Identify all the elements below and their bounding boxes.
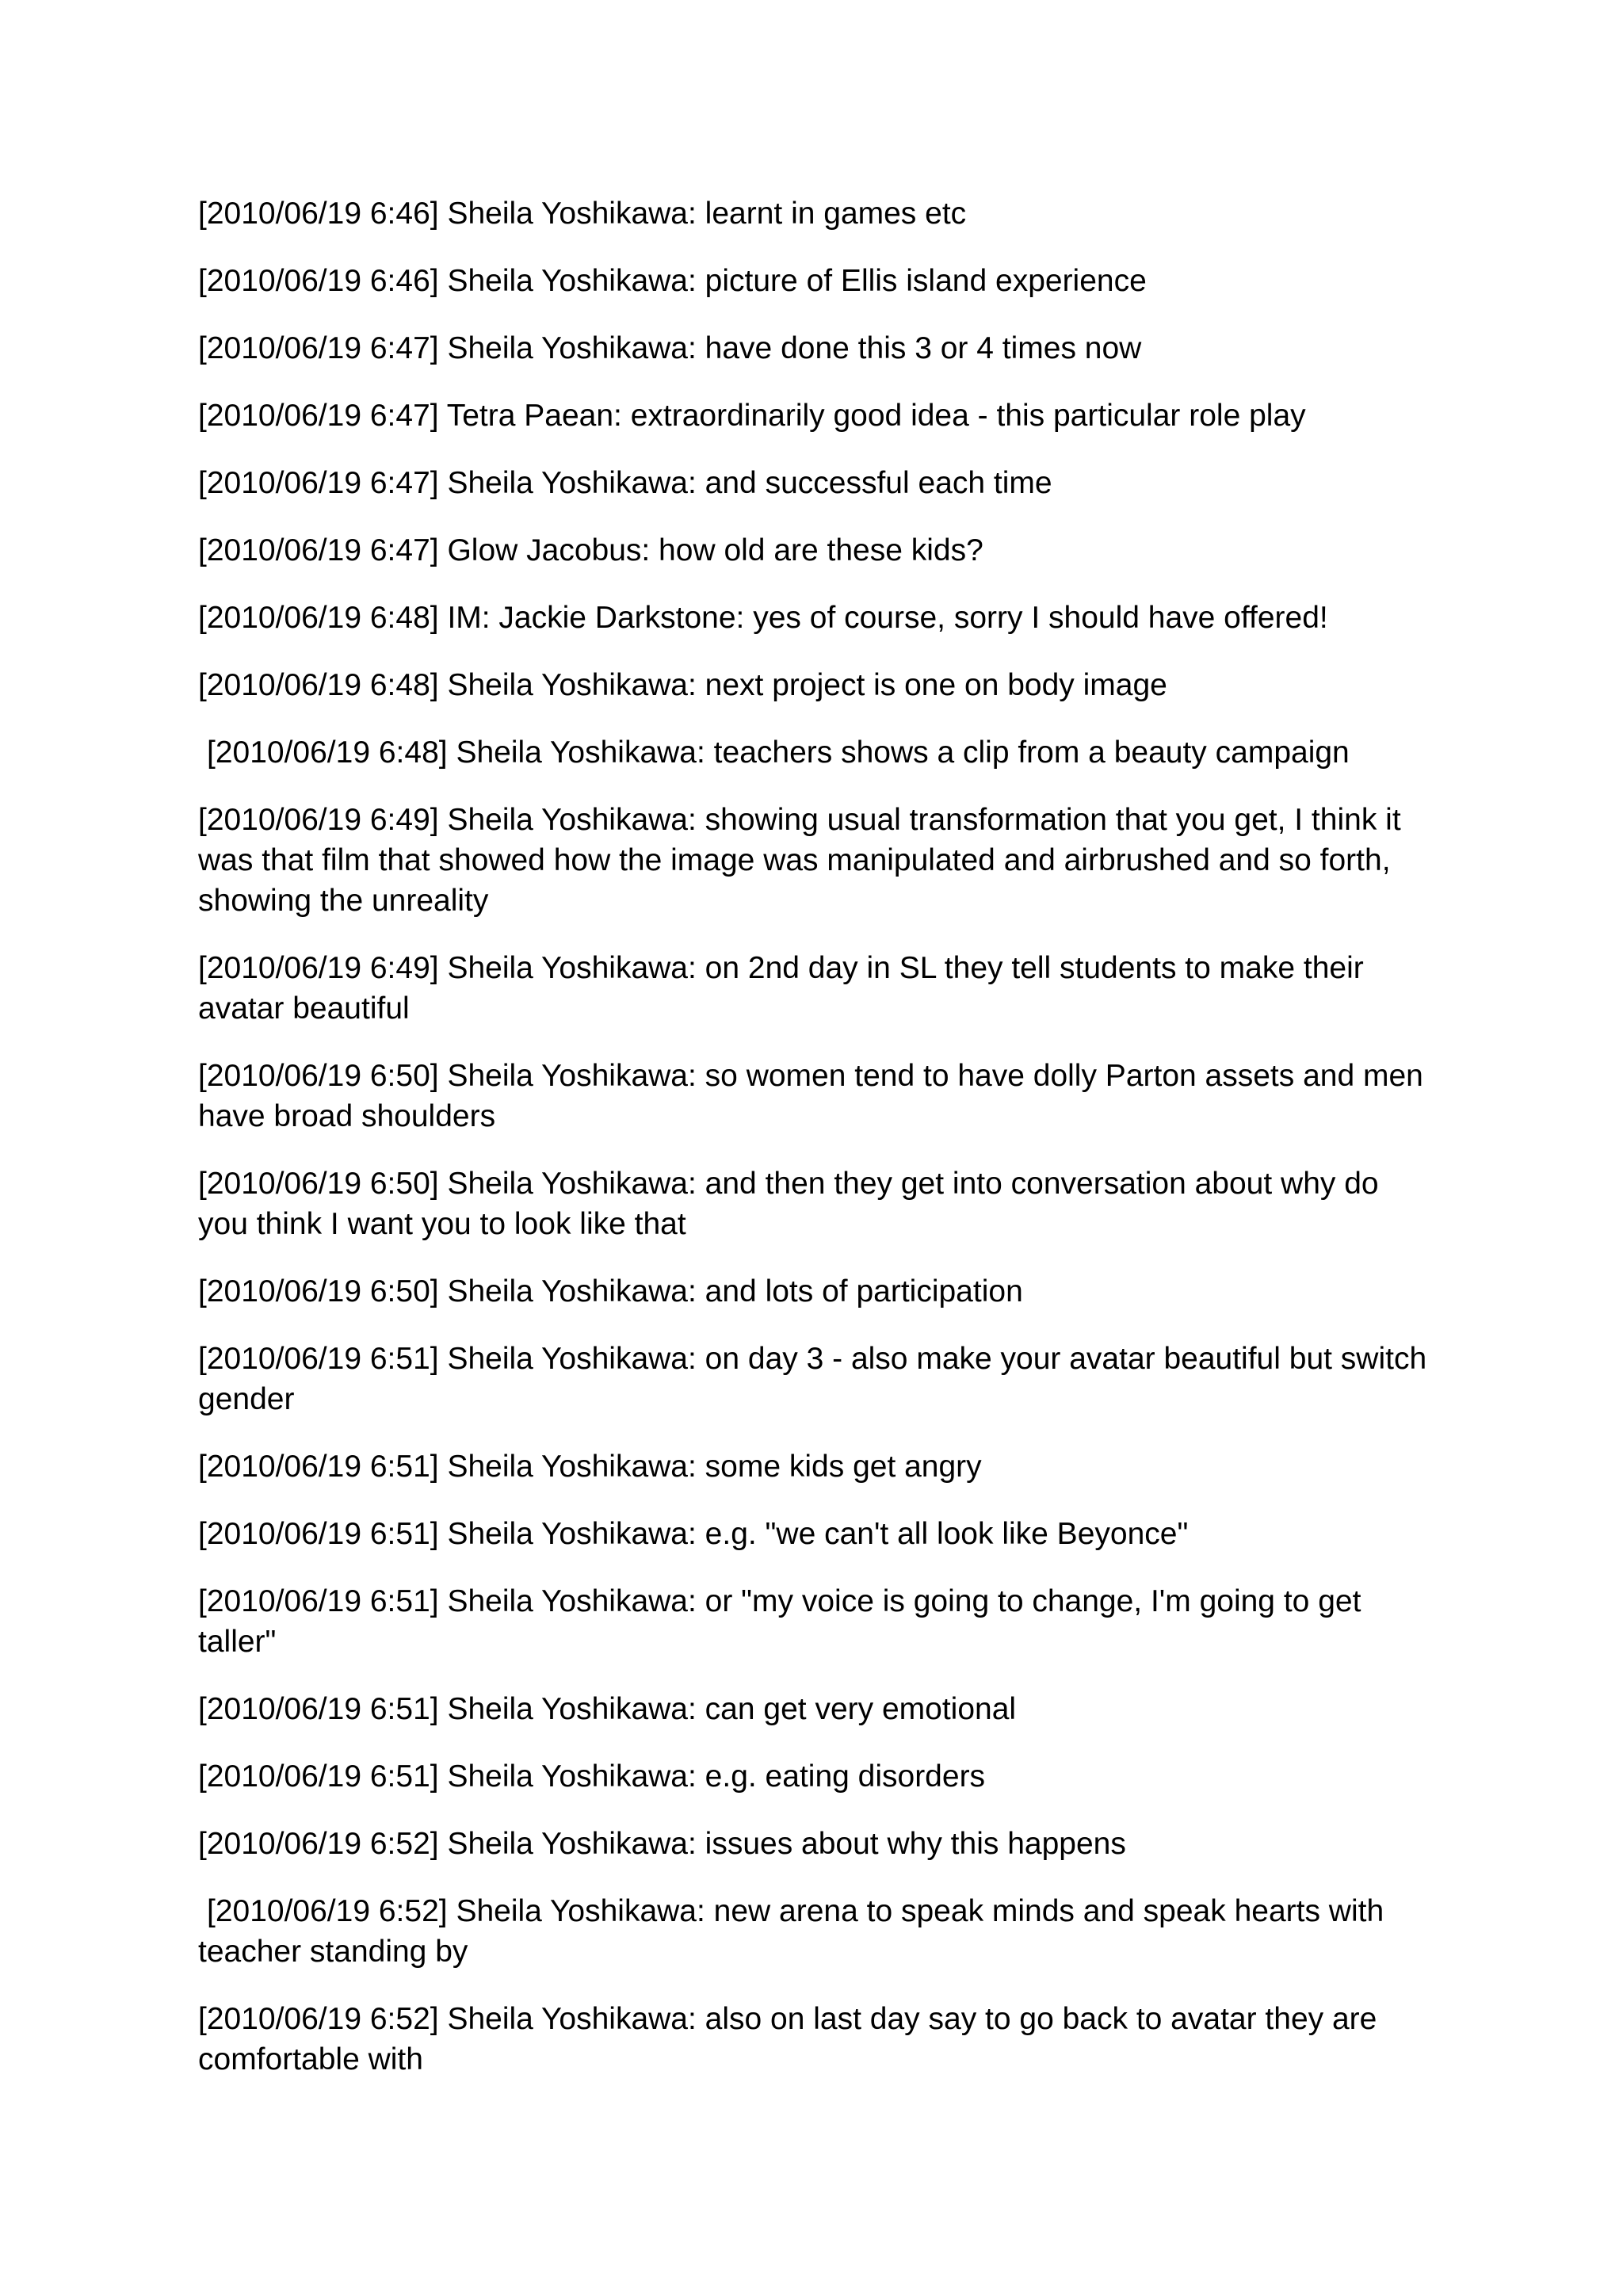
chat-line: [2010/06/19 6:49] Sheila Yoshikawa: showing usual transformation that you get, I think it was that film that showed how the image was manipulated and airbrushed and so forth, showing the unreality <box>198 803 1401 918</box>
chat-line: [2010/06/19 6:47] Tetra Paean: extraordinarily good idea - this particular role play <box>198 399 1306 433</box>
chat-line: [2010/06/19 6:52] Sheila Yoshikawa: also on last day say to go back to avatar they are comfortable with <box>198 2002 1377 2076</box>
chat-line: [2010/06/19 6:47] Glow Jacobus: how old are these kids? <box>198 533 983 567</box>
chat-line: [2010/06/19 6:47] Sheila Yoshikawa: have done this 3 or 4 times now <box>198 331 1142 365</box>
chat-line: [2010/06/19 6:47] Sheila Yoshikawa: and successful each time <box>198 466 1052 500</box>
chat-line: [2010/06/19 6:48] Sheila Yoshikawa: next project is one on body image <box>198 668 1167 702</box>
chat-line: [2010/06/19 6:48] Sheila Yoshikawa: teachers shows a clip from a beauty campaign <box>207 735 1350 770</box>
chat-line: [2010/06/19 6:49] Sheila Yoshikawa: on 2nd day in SL they tell students to make their avatar beautiful <box>198 951 1364 1026</box>
chat-line: [2010/06/19 6:48] IM: Jackie Darkstone: yes of course, sorry I should have offered! <box>198 601 1328 635</box>
chat-line: [2010/06/19 6:50] Sheila Yoshikawa: so women tend to have dolly Parton assets and men have broad shoulders <box>198 1059 1423 1133</box>
chat-line: [2010/06/19 6:52] Sheila Yoshikawa: issues about why this happens <box>198 1827 1126 1861</box>
chat-transcript <box>198 193 1434 2107</box>
chat-line: [2010/06/19 6:51] Sheila Yoshikawa: or "my voice is going to change, I'm going to get taller" <box>198 1584 1361 1659</box>
chat-line: [2010/06/19 6:52] Sheila Yoshikawa: new arena to speak minds and speak hearts with teacher standing by <box>198 1894 1384 1969</box>
chat-line: [2010/06/19 6:46] Sheila Yoshikawa: learnt in games etc <box>198 197 967 231</box>
chat-line: [2010/06/19 6:51] Sheila Yoshikawa: e.g. "we can't all look like Beyonce" <box>198 1517 1189 1551</box>
chat-line: [2010/06/19 6:51] Sheila Yoshikawa: some kids get angry <box>198 1450 982 1484</box>
chat-line: [2010/06/19 6:51] Sheila Yoshikawa: e.g. eating disorders <box>198 1759 986 1794</box>
chat-line: [2010/06/19 6:50] Sheila Yoshikawa: and lots of participation <box>198 1274 1023 1308</box>
chat-line: [2010/06/19 6:46] Sheila Yoshikawa: picture of Ellis island experience <box>198 264 1147 298</box>
chat-line: [2010/06/19 6:51] Sheila Yoshikawa: can get very emotional <box>198 1692 1017 1726</box>
chat-line: [2010/06/19 6:51] Sheila Yoshikawa: on day 3 - also make your avatar beautiful but switch gender <box>198 1342 1427 1416</box>
chat-line: [2010/06/19 6:50] Sheila Yoshikawa: and then they get into conversation about why do you think I want you to look like that <box>198 1167 1379 1241</box>
